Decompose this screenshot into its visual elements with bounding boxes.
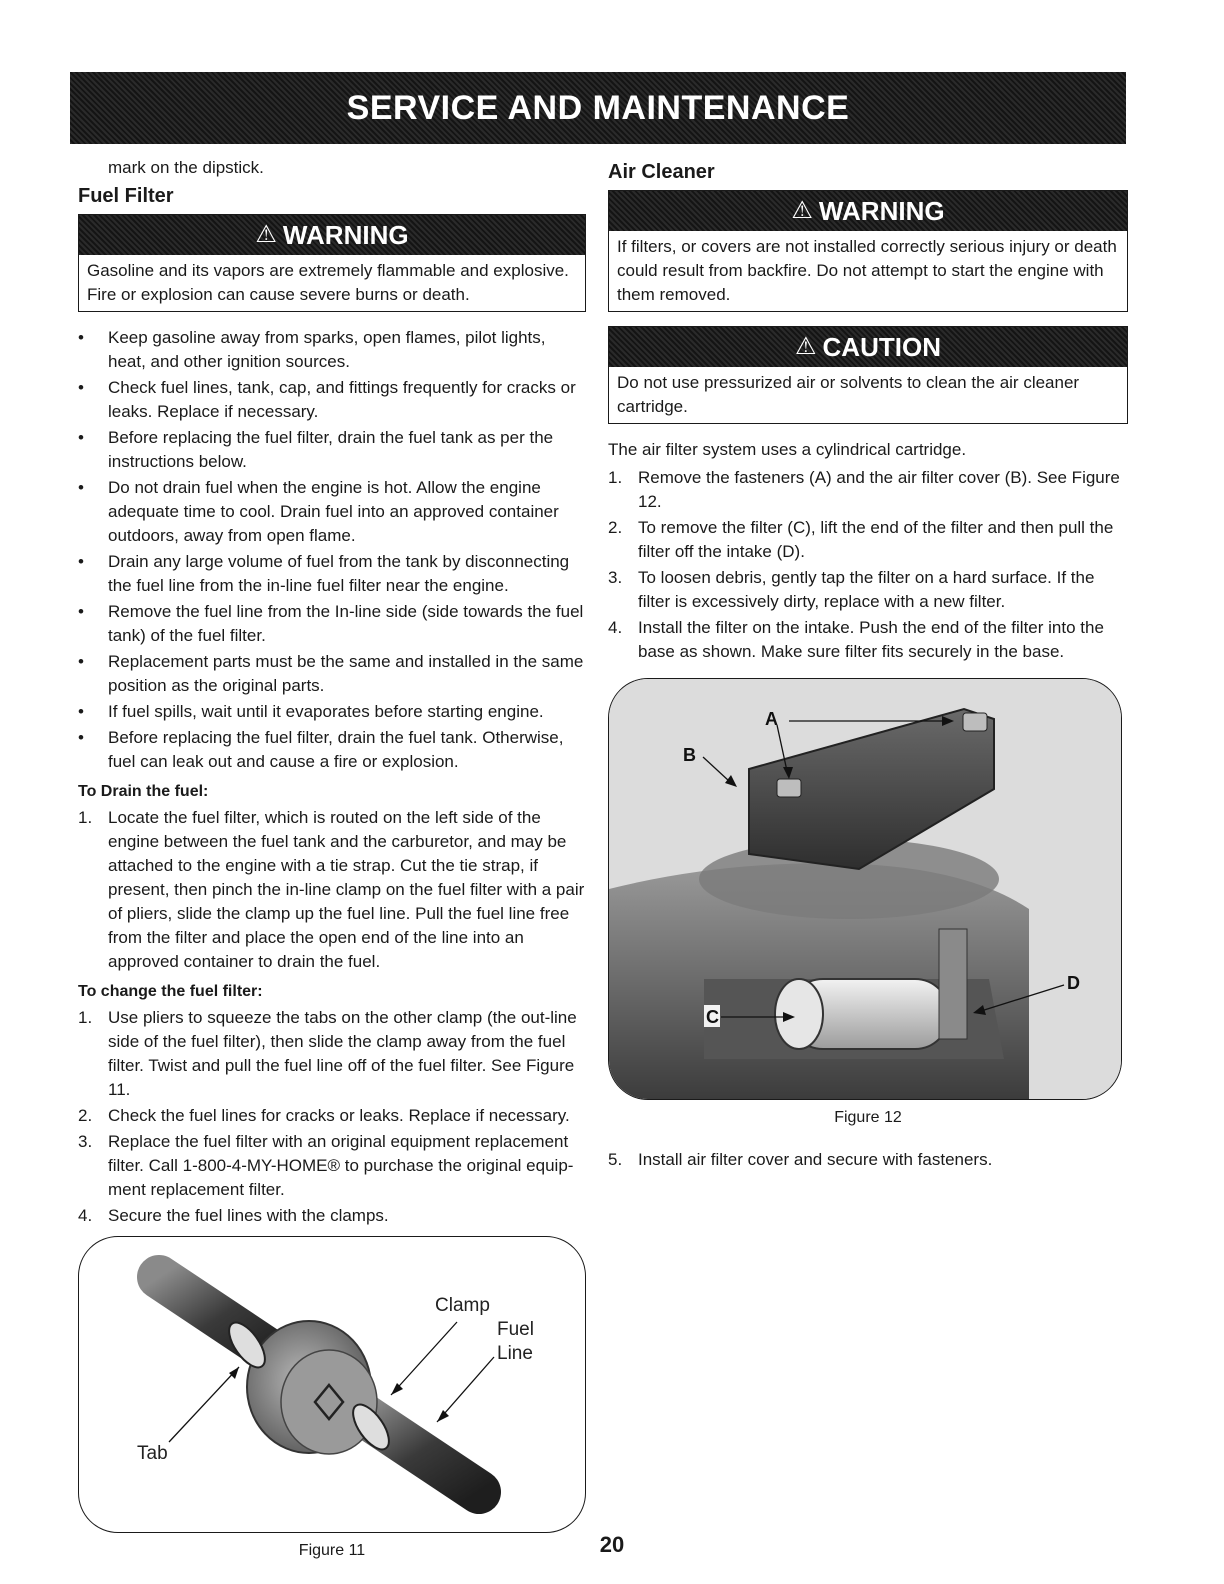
fastener-front: [777, 779, 801, 797]
caution-box: [608, 326, 1128, 424]
step-text: Install the filter on the intake. Push the end of the filter into the base as shown. Make sure filter fits securely in the base.: [638, 618, 1104, 661]
list-item: • Do not drain fuel when the engine is hot. Allow the engine adequate time to cool. Drain fuel into an approved container outdoors, away from open flame.: [78, 476, 586, 548]
list-item: • Before replacing the fuel filter, drain the fuel tank as per the instructions below.: [78, 426, 586, 474]
step-number: 2.: [608, 518, 623, 537]
arrow-icon: [437, 1410, 449, 1422]
warning-triangle-icon: ⚠: [255, 221, 277, 248]
list-item: • If fuel spills, wait until it evaporates before starting engine.: [78, 700, 586, 724]
warning-header: [79, 215, 585, 255]
section-title: SERVICE AND MAINTENANCE: [346, 88, 850, 127]
list-item: • Check fuel lines, tank, cap, and fittings frequently for cracks or leaks. Replace if necessary.: [78, 376, 586, 424]
warning-text: If filters, or covers are not installed correctly serious injury or death could result from backfire. Do not attempt to start the engine with them removed.: [617, 237, 1117, 304]
change-steps: [78, 1006, 586, 1228]
drain-steps: [78, 806, 586, 974]
caution-label: CAUTION: [822, 332, 941, 362]
list-item: [608, 466, 1128, 514]
clamp-label: Clamp: [435, 1295, 490, 1316]
fuel-warning-box: [78, 214, 586, 312]
change-filter-heading: To change the fuel filter:: [78, 983, 263, 1000]
continued-text: mark on the dipstick.: [108, 158, 264, 177]
warning-triangle-icon: ⚠: [791, 197, 813, 224]
step-text: To remove the filter (C), lift the end of the filter and then pull the filter off the intake (D).: [638, 518, 1114, 561]
warning-label: WARNING: [818, 196, 945, 226]
list-item: [608, 616, 1128, 664]
step-number: 3.: [608, 568, 623, 587]
list-item: • Keep gasoline away from sparks, open flames, pilot lights, heat, and other ignition sources.: [78, 326, 586, 374]
section-banner: [70, 72, 1126, 144]
step-text: Secure the fuel lines with the clamps.: [108, 1206, 389, 1225]
step-number: 2.: [78, 1106, 93, 1125]
step-number: 3.: [78, 1132, 93, 1151]
label-d: D: [1067, 973, 1080, 993]
air-filter-intro: The air filter system uses a cylindrical cartridge.: [608, 440, 967, 459]
list-item: • Before replacing the fuel filter, drain the fuel tank. Otherwise, fuel can leak out and cause a fire or explosion.: [78, 726, 586, 774]
clamp-leader-line: [391, 1322, 457, 1395]
step-number: 1.: [78, 1008, 93, 1027]
fuel-filter-heading: Fuel Filter: [78, 185, 174, 207]
filter-cartridge-end: [775, 979, 823, 1049]
caution-text: Do not use pressurized air or solvents to clean the air cleaner cartridge.: [617, 373, 1080, 416]
step-number: 5.: [608, 1150, 623, 1169]
page-number: 20: [599, 1532, 625, 1557]
arrow-icon: [391, 1383, 403, 1395]
intake: [939, 929, 967, 1039]
figure-12-caption: Figure 12: [834, 1109, 902, 1126]
figure-12-illustration: [608, 678, 1122, 1100]
air-cleaner-drawing: [609, 679, 1121, 1099]
caution-header: [609, 327, 1127, 367]
air-warning-box: [608, 190, 1128, 312]
fuel-line-leader-line: [437, 1357, 494, 1422]
fuel-filter-drawing: [79, 1237, 585, 1532]
list-item: [608, 1148, 1128, 1172]
step-text: Locate the fuel filter, which is routed on the left side of the engine between the fuel tank and the carburetor, and may be attached to the engine with a tie strap. Cut the tie strap, if present, then pinch the in-line clamp on the fuel filter with a pair of pliers, slide the clamp up the fuel line. Pull the fuel line free from the filter and place the open end of the line into an approved container to drain the fuel.: [108, 808, 585, 971]
label-b: B: [683, 745, 696, 765]
list-item: [608, 516, 1128, 564]
step-number: 1.: [608, 468, 623, 487]
list-item: [608, 566, 1128, 614]
list-item: • Remove the fuel line from the In-line side (side towards the fuel tank) of the fuel filter.: [78, 600, 586, 648]
list-item: [78, 806, 586, 974]
step-text: Check the fuel lines for cracks or leaks. Replace if necessary.: [108, 1106, 570, 1125]
tab-label: Tab: [137, 1443, 168, 1464]
fuel-label: Fuel: [497, 1319, 534, 1340]
list-item: [78, 1130, 586, 1202]
label-c: C: [706, 1007, 719, 1027]
drain-fuel-heading: To Drain the fuel:: [78, 783, 209, 800]
right-column: [608, 156, 1128, 1174]
air-cleaner-heading: Air Cleaner: [608, 161, 715, 183]
list-item: • Drain any large volume of fuel from the tank by disconnecting the fuel line from the in-line fuel filter near the engine.: [78, 550, 586, 598]
step-number: 4.: [608, 618, 623, 637]
air-cleaner-final-step: [608, 1148, 1128, 1172]
list-item: [78, 1204, 586, 1228]
step-text: Use pliers to squeeze the tabs on the other clamp (the out-line side of the fuel filter), then slide the clamp away from the fuel filter. Twist and pull the fuel line off of the fuel filter. See Figure 11.: [108, 1008, 577, 1099]
left-column: [78, 156, 586, 1563]
figure-11-illustration: [78, 1236, 586, 1533]
list-item: [78, 1006, 586, 1102]
step-text: Remove the fasteners (A) and the air filter cover (B). See Figure 12.: [638, 468, 1120, 511]
tab-leader-line: [169, 1367, 239, 1442]
air-cleaner-steps: [608, 466, 1128, 664]
caution-triangle-icon: ⚠: [795, 333, 817, 360]
step-text: Install air filter cover and secure with fasteners.: [638, 1150, 993, 1169]
warning-label: WARNING: [282, 220, 409, 250]
list-item: [78, 1104, 586, 1128]
step-text: Replace the fuel filter with an original equipment replacement filter. Call 1-800-4-MY-HOME® to purchase the original equip-ment replacement filter.: [108, 1132, 574, 1199]
step-number: 4.: [78, 1206, 93, 1225]
step-number: 1.: [78, 808, 93, 827]
figure-11-caption: Figure 11: [298, 1542, 366, 1559]
fuel-safety-list: [78, 326, 586, 774]
arrow-icon: [229, 1367, 239, 1379]
step-text: To loosen debris, gently tap the filter on a hard surface. If the filter is excessively dirty, replace with a new filter.: [638, 568, 1095, 611]
fuel-filter-face: [281, 1350, 377, 1454]
warning-header: [609, 191, 1127, 231]
line-label: Line: [497, 1343, 533, 1364]
fastener-rear: [963, 713, 987, 731]
list-item: • Replacement parts must be the same and installed in the same position as the original parts.: [78, 650, 586, 698]
warning-text: Gasoline and its vapors are extremely flammable and explosive. Fire or explosion can cause severe burns or death.: [87, 261, 569, 304]
label-a: A: [765, 709, 778, 729]
